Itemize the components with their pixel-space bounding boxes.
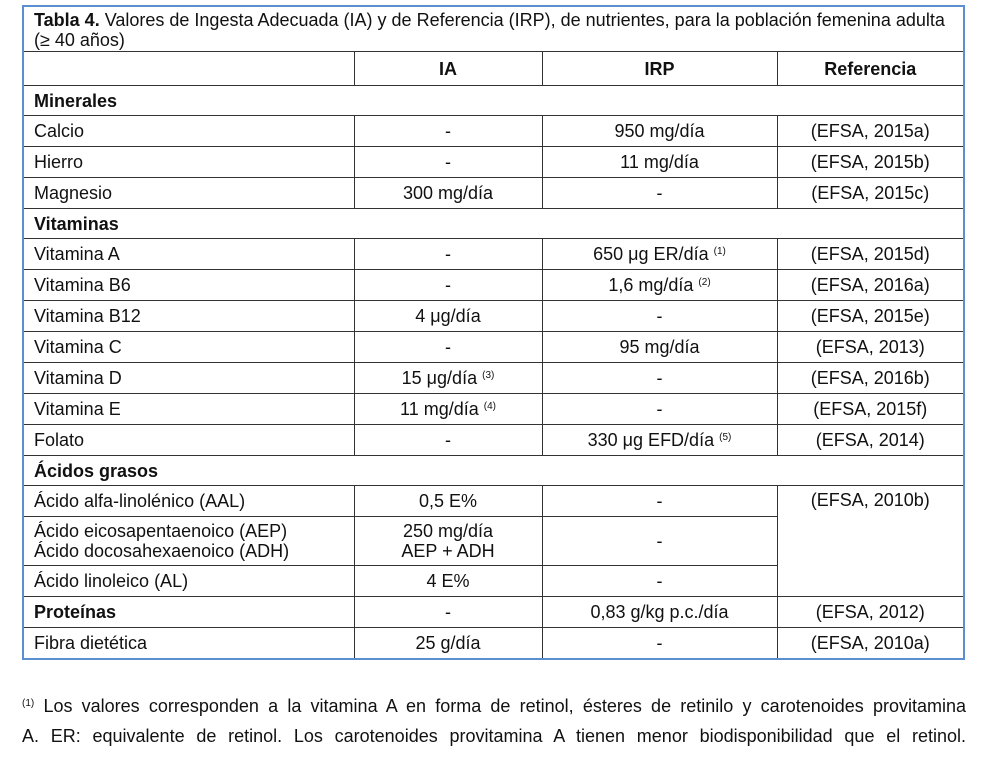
ia-value: 4 μg/día <box>354 301 542 332</box>
caption-text: Valores de Ingesta Adecuada (IA) y de Referencia (IRP), de nutrientes, para la población femenina adulta (≥ 40 años) <box>34 10 945 50</box>
ia-value: - <box>354 425 542 456</box>
irp-value: 11 mg/día <box>542 147 777 178</box>
reference: (EFSA, 2010b) <box>777 486 963 597</box>
reference: (EFSA, 2016b) <box>777 363 963 394</box>
header-row <box>24 52 963 86</box>
footnote-ref: (5) <box>719 432 732 443</box>
nutrient-name-cell <box>24 517 354 566</box>
nutrient-name: Hierro <box>24 147 354 178</box>
footnote-ref: (3) <box>482 370 495 381</box>
header-nutrient <box>24 52 354 86</box>
section-row <box>24 456 963 486</box>
ia-value: 300 mg/día <box>354 178 542 209</box>
table-row <box>24 270 963 301</box>
nutrient-name: Ácido eicosapentaenoico (AEP) <box>34 521 288 541</box>
ia-value: 250 mg/día <box>402 521 494 541</box>
nutrient-name: Vitamina C <box>24 332 354 363</box>
table-row <box>24 239 963 270</box>
section-proteinas: Proteínas <box>24 597 354 628</box>
reference: (EFSA, 2010a) <box>777 628 963 659</box>
irp-value: 0,83 g/kg p.c./día <box>542 597 777 628</box>
header-ia: IA <box>354 52 542 86</box>
ia-value: - <box>354 332 542 363</box>
ia-value: - <box>354 147 542 178</box>
table-row <box>24 486 963 517</box>
irp-value: 950 mg/día <box>542 116 777 147</box>
irp-cell <box>542 270 777 301</box>
ia-value: - <box>354 239 542 270</box>
section-row <box>24 209 963 239</box>
nutrient-name: Vitamina B6 <box>24 270 354 301</box>
footnote-ref: (2) <box>698 277 711 288</box>
table-row <box>24 628 963 659</box>
irp-value: - <box>542 178 777 209</box>
reference: (EFSA, 2012) <box>777 597 963 628</box>
section-row <box>24 86 963 116</box>
nutrient-name: Ácido docosahexaenoico (ADH) <box>34 541 290 561</box>
table-row <box>24 597 963 628</box>
nutrient-name: Ácido alfa-linolénico (AAL) <box>24 486 354 517</box>
ia-value: 11 mg/día <box>400 399 479 419</box>
section-vitaminas: Vitaminas <box>24 209 963 239</box>
reference: (EFSA, 2015e) <box>777 301 963 332</box>
footnote-ref: (1) <box>713 246 726 257</box>
table-row <box>24 363 963 394</box>
reference: (EFSA, 2015a) <box>777 116 963 147</box>
ia-cell <box>354 394 542 425</box>
irp-value: - <box>542 363 777 394</box>
footnote-ref: (4) <box>483 401 496 412</box>
reference: (EFSA, 2016a) <box>777 270 963 301</box>
nutrient-name: Vitamina E <box>24 394 354 425</box>
nutrient-table-box <box>22 5 965 660</box>
section-acidos-grasos: Ácidos grasos <box>24 456 963 486</box>
table-row <box>24 116 963 147</box>
ia-cell <box>354 363 542 394</box>
footnote-text: Los valores corresponden a la vitamina A en forma de retinol, ésteres de retinilo y carotenoides provitamina <box>43 696 966 716</box>
ia-value: - <box>354 597 542 628</box>
nutrient-table <box>24 52 963 658</box>
header-referencia: Referencia <box>777 52 963 86</box>
reference: (EFSA, 2014) <box>777 425 963 456</box>
nutrient-name: Vitamina D <box>24 363 354 394</box>
ia-value: 15 μg/día <box>401 368 478 388</box>
irp-cell <box>542 239 777 270</box>
header-irp: IRP <box>542 52 777 86</box>
nutrient-name: Folato <box>24 425 354 456</box>
irp-value: - <box>542 486 777 517</box>
nutrient-name: Magnesio <box>24 178 354 209</box>
irp-value: - <box>542 628 777 659</box>
table-row <box>24 425 963 456</box>
section-minerales: Minerales <box>24 86 963 116</box>
nutrient-name: Fibra dietética <box>24 628 354 659</box>
irp-value: 95 mg/día <box>542 332 777 363</box>
irp-value: - <box>542 394 777 425</box>
ia-value: - <box>354 270 542 301</box>
nutrient-name: Calcio <box>24 116 354 147</box>
footnote-line <box>22 691 966 721</box>
irp-value: - <box>542 517 777 566</box>
irp-value: - <box>542 566 777 597</box>
footnote-line: A. ER: equivalente de retinol. Los carotenoides provitamina A tienen menor biodisponibilidad que el retinol. <box>22 726 966 746</box>
table-row <box>24 394 963 425</box>
ia-value: - <box>354 116 542 147</box>
nutrient-name: Vitamina B12 <box>24 301 354 332</box>
footnote <box>22 691 966 751</box>
caption-label: Tabla 4. <box>34 10 100 30</box>
irp-value: 1,6 mg/día <box>608 275 694 295</box>
nutrient-name: Ácido linoleico (AL) <box>24 566 354 597</box>
table-row <box>24 178 963 209</box>
irp-value: - <box>542 301 777 332</box>
irp-value: 330 μg EFD/día <box>587 430 715 450</box>
reference: (EFSA, 2015b) <box>777 147 963 178</box>
table-row <box>24 147 963 178</box>
table-row <box>24 332 963 363</box>
irp-value: 650 μg ER/día <box>593 244 709 264</box>
table-row <box>24 301 963 332</box>
reference: (EFSA, 2015f) <box>777 394 963 425</box>
reference: (EFSA, 2015c) <box>777 178 963 209</box>
ia-cell <box>354 517 542 566</box>
reference: (EFSA, 2013) <box>777 332 963 363</box>
irp-cell <box>542 425 777 456</box>
footnote-marker: (1) <box>22 698 35 709</box>
ia-value: 25 g/día <box>354 628 542 659</box>
table-caption <box>24 7 963 52</box>
nutrient-name: Vitamina A <box>24 239 354 270</box>
reference: (EFSA, 2015d) <box>777 239 963 270</box>
ia-value: 0,5 E% <box>354 486 542 517</box>
ia-value: AEP + ADH <box>401 541 495 561</box>
ia-value: 4 E% <box>354 566 542 597</box>
